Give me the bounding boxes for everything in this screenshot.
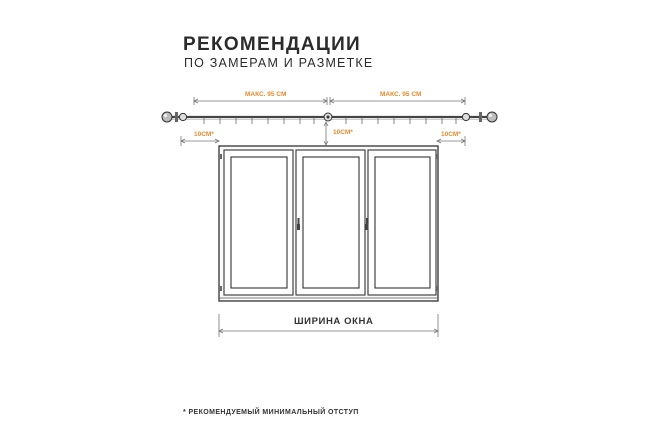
max-span-left-label: МАКС. 95 СМ (245, 91, 287, 98)
max-span-left-dimension (194, 91, 327, 105)
center-offset-dimension (324, 122, 353, 145)
right-offset-label: 10СМ* (441, 131, 461, 138)
left-bracket (175, 112, 187, 122)
window-sash-right (368, 150, 436, 295)
footnote: * РЕКОМЕНДУЕМЫЙ МИНИМАЛЬНЫЙ ОТСТУП (183, 409, 359, 416)
max-span-right-dimension (330, 91, 465, 105)
curtain-rod (162, 112, 497, 124)
left-offset-dimension (181, 131, 219, 146)
window-sash-left (224, 150, 293, 295)
right-offset-dimension (437, 131, 465, 146)
window-sash-middle (296, 150, 365, 295)
window-width-dimension (219, 313, 438, 337)
left-offset-label: 10СМ* (194, 131, 214, 138)
window-width-label: ШИРИНА ОКНА (294, 316, 374, 327)
page-title: РЕКОМЕНДАЦИИ (183, 34, 361, 55)
center-offset-label: 10СМ* (333, 129, 353, 136)
center-bracket (324, 113, 332, 121)
window (219, 146, 438, 301)
right-finial (487, 112, 497, 122)
max-span-right-label: МАКС. 95 СМ (380, 91, 422, 98)
left-finial (162, 112, 172, 122)
page-subtitle: ПО ЗАМЕРАМ И РАЗМЕТКЕ (184, 56, 374, 70)
